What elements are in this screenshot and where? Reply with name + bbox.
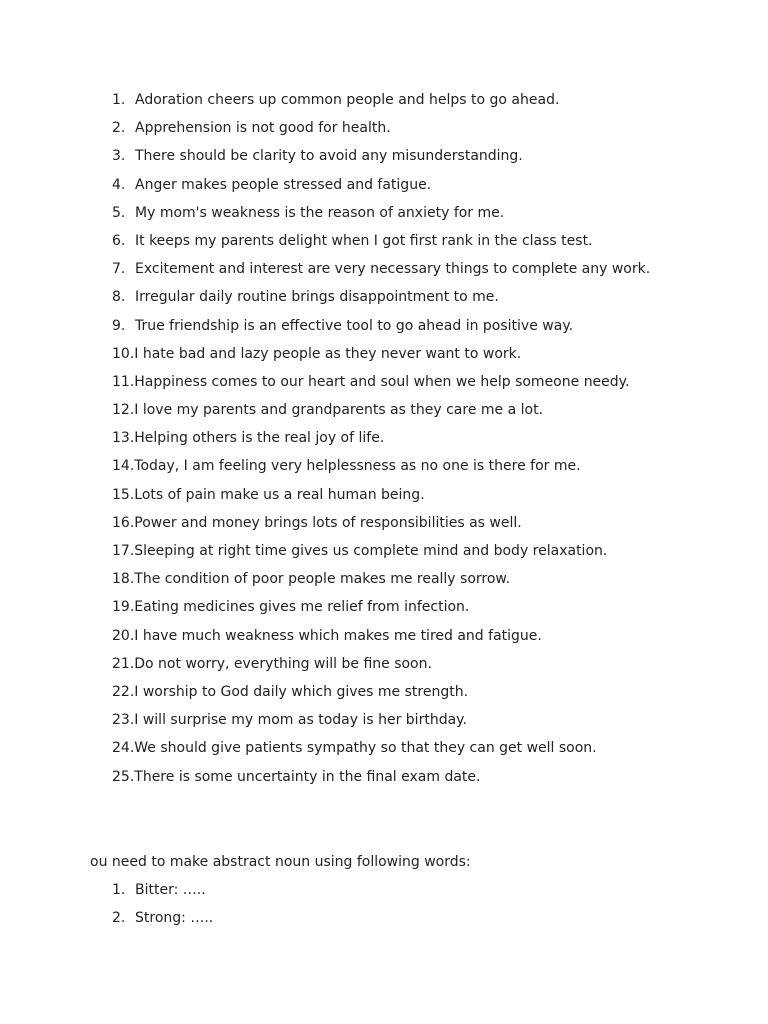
item-number: 1. bbox=[112, 92, 126, 108]
list-item bbox=[0, 624, 650, 652]
item-text: My mom's weakness is the reason of anxiety for me. bbox=[135, 204, 505, 221]
item-text: Power and money brings lots of responsibilities as well. bbox=[134, 514, 522, 531]
item-text: Helping others is the real joy of life. bbox=[134, 430, 385, 447]
list-item bbox=[0, 285, 650, 313]
item-text: The condition of poor people makes me really sorrow. bbox=[134, 571, 511, 588]
item-number: 4. bbox=[112, 176, 126, 193]
item-text: Eating medicines gives me relief from infection. bbox=[134, 599, 470, 616]
item-text: There should be clarity to avoid any misunderstanding. bbox=[135, 148, 523, 165]
list-item bbox=[0, 906, 213, 934]
item-text: Irregular daily routine brings disappointment to me. bbox=[135, 289, 499, 306]
item-text: Apprehension is not good for health. bbox=[135, 120, 391, 137]
item-text: Anger makes people stressed and fatigue. bbox=[135, 176, 432, 193]
list-item bbox=[0, 201, 650, 229]
item-number: 11. bbox=[112, 373, 135, 390]
list-item bbox=[0, 426, 650, 454]
list-item bbox=[0, 483, 650, 511]
item-number: 9. bbox=[112, 317, 126, 334]
list-item bbox=[0, 878, 213, 906]
list-item bbox=[0, 680, 650, 708]
item-text: Do not worry, everything will be fine soon. bbox=[134, 655, 432, 672]
exercise-list bbox=[0, 878, 213, 934]
item-text: There is some uncertainty in the final exam date. bbox=[134, 768, 481, 785]
list-item bbox=[0, 736, 650, 764]
list-item bbox=[0, 116, 650, 144]
item-number: 15. bbox=[112, 486, 135, 503]
list-item bbox=[0, 370, 650, 398]
list-item bbox=[0, 342, 650, 370]
item-number: 22. bbox=[112, 683, 135, 700]
item-text: Strong: ….. bbox=[135, 910, 214, 927]
item-text: I have much weakness which makes me tired and fatigue. bbox=[134, 627, 542, 644]
list-item bbox=[0, 88, 650, 116]
item-number: 18. bbox=[112, 571, 135, 588]
item-number: 3. bbox=[112, 148, 126, 165]
sentence-list bbox=[0, 88, 650, 793]
item-number: 6. bbox=[112, 232, 126, 249]
item-text: Happiness comes to our heart and soul when we help someone needy. bbox=[134, 373, 630, 390]
list-item bbox=[0, 708, 650, 736]
list-item bbox=[0, 314, 650, 342]
item-text: Lots of pain make us a real human being. bbox=[134, 486, 425, 503]
item-text: Sleeping at right time gives us complete mind and body relaxation. bbox=[134, 543, 608, 559]
list-item bbox=[0, 173, 650, 201]
item-number: 7. bbox=[112, 261, 126, 278]
item-number: 17. bbox=[112, 543, 135, 559]
list-item bbox=[0, 652, 650, 680]
item-number: 20. bbox=[112, 627, 135, 644]
item-number: 8. bbox=[112, 289, 126, 306]
item-number: 2. bbox=[112, 910, 126, 927]
item-text: Adoration cheers up common people and helps to go ahead. bbox=[135, 92, 560, 108]
item-number: 12. bbox=[112, 402, 135, 419]
item-number: 25. bbox=[112, 768, 135, 785]
list-item bbox=[0, 229, 650, 257]
item-text: I hate bad and lazy people as they never want to work. bbox=[134, 345, 522, 362]
item-text: It keeps my parents delight when I got first rank in the class test. bbox=[135, 232, 593, 249]
list-item bbox=[0, 765, 650, 793]
list-item bbox=[0, 539, 650, 567]
item-number: 14. bbox=[112, 458, 135, 475]
item-number: 2. bbox=[112, 120, 126, 137]
item-text: Today, I am feeling very helplessness as no one is there for me. bbox=[134, 458, 581, 475]
list-item bbox=[0, 595, 650, 623]
list-item bbox=[0, 257, 650, 285]
item-number: 23. bbox=[112, 712, 135, 729]
list-item bbox=[0, 511, 650, 539]
item-text: True friendship is an effective tool to go ahead in positive way. bbox=[135, 317, 574, 334]
item-number: 1. bbox=[112, 882, 126, 898]
item-number: 16. bbox=[112, 514, 135, 531]
item-text: Bitter: ….. bbox=[135, 882, 206, 898]
list-item bbox=[0, 567, 650, 595]
list-item bbox=[0, 398, 650, 426]
item-text: We should give patients sympathy so that they can get well soon. bbox=[134, 740, 597, 757]
item-text: I will surprise my mom as today is her birthday. bbox=[134, 712, 467, 729]
item-number: 10. bbox=[112, 345, 135, 362]
list-item bbox=[0, 454, 650, 482]
item-number: 13. bbox=[112, 430, 135, 447]
list-item bbox=[0, 144, 650, 172]
item-number: 21. bbox=[112, 655, 135, 672]
exercise-instructions: ou need to make abstract noun using following words: bbox=[90, 854, 471, 870]
item-number: 19. bbox=[112, 599, 135, 616]
item-text: I love my parents and grandparents as they care me a lot. bbox=[134, 402, 544, 419]
item-number: 5. bbox=[112, 204, 126, 221]
item-text: Excitement and interest are very necessary things to complete any work. bbox=[135, 261, 651, 278]
item-text: I worship to God daily which gives me strength. bbox=[134, 683, 469, 700]
item-number: 24. bbox=[112, 740, 135, 757]
